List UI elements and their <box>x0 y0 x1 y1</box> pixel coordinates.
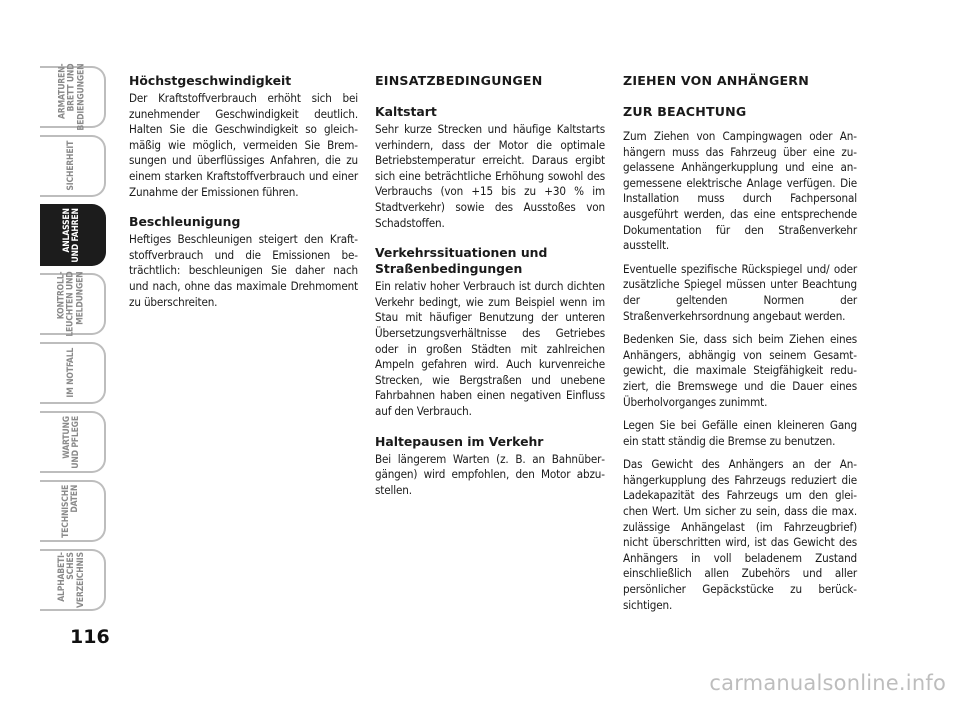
tab-technische-daten[interactable] <box>40 480 106 542</box>
tab-armaturenbrett[interactable] <box>40 63 106 131</box>
tab-kontrollleuchten[interactable] <box>40 273 106 335</box>
paragraph: Bedenken Sie, dass sich beim Ziehen eines Anhängers, abhängig von seinem Gesamtgewicht, die maximale Steigfähigkeit reduziert, die Bremswege und die Dauer eines Überholvorganges zunimmt. <box>623 332 857 409</box>
page-number: 116 <box>70 626 110 648</box>
paragraph: Legen Sie bei Gefälle einen kleineren Gang ein statt ständig die Bremse zu benutzen. <box>623 418 857 448</box>
tab-label: KONTROLL- LEUCHTEN UND MELDUNGEN <box>56 271 86 337</box>
column-1 <box>129 73 358 318</box>
paragraph: Ein relativ hoher Verbrauch ist durch dichten Verkehr bedingt, wie zum Beispiel wenn im Stau mit häufiger Benutzung der unteren Übersetzungsverhältnisse des Getriebes oder in großen Städten mit zahlreichen Ampeln gefahren wird. Auch kurvenreiche Strecken, wie Bergstraßen und unebene Fahrbahnen haben einen negativen Einfluss auf den Verbrauch. <box>375 279 605 418</box>
paragraph: Der Kraftstoffverbrauch erhöht sich bei zunehmender Geschwindigkeit deutlich. Halten Sie die Geschwindigkeit so gleichmäßig wie möglich, vermeiden Sie Bremsungen und überflüssiges Anfahren, die zu einem starken Kraftstoffverbrauch und einer Zunahme der Emissionen führen. <box>129 91 358 199</box>
paragraph: Zum Ziehen von Campingwagen oder Anhängern muss das Fahrzeug über eine zugelassene Anhängerkupplung und eine angemessene elektrische Anlage verfügen. Die Installation muss durch Fachpersonal ausgeführt werden, das eine entsprechende Dokumentation für den Straßenverkehr ausstellt. <box>623 129 857 253</box>
paragraph: Bei längerem Warten (z. B. an Bahnübergängen) wird empfohlen, den Motor abzustellen. <box>375 451 605 497</box>
paragraph: Eventuelle spezifische Rückspiegel und/ oder zusätzliche Spiegel müssen unter Beachtung der geltenden Normen der Straßenverkehrsordnung angebaut werden. <box>623 261 857 323</box>
tab-label: SICHERHEIT <box>66 141 77 191</box>
heading-beschleunigung: Beschleunigung <box>129 214 241 230</box>
paragraph: Sehr kurze Strecken und häufige Kaltstarts verhindern, dass der Motor die optimale Betriebstemperatur erreicht. Daraus ergibt sich eine beträchtliche Erhöhung sowohl des Verbrauchs (von +15 bis zu +30 % im Stadtverkehr) sowie des Ausstoßes von Schadstoffen. <box>375 122 605 230</box>
tab-im-notfall[interactable] <box>40 342 106 404</box>
paragraph: Das Gewicht des Anhängers an der Anhängerkupplung des Fahrzeugs reduziert die Ladekapazität des Fahrzeugs um den gleichen Wert. Um sicher zu sein, dass die max. zulässige Anhängelast (im Fahrzeugbrief) nicht überschritten wird, ist das Gewicht des Anhängers in voll beladenem Zustand einschließlich allen Zubehörs und aller persönlicher Gepäckstücke zu berücksichtigen. <box>623 457 857 612</box>
tab-label: WARTUNG UND PFLEGE <box>61 415 81 469</box>
tab-anlassen-und-fahren[interactable] <box>40 204 106 266</box>
tab-label: TECHNISCHE DATEN <box>61 484 81 538</box>
watermark: carmanualsonline.info <box>709 671 946 695</box>
section-subtitle-zur-beachtung: ZUR BEACHTUNG <box>623 104 747 119</box>
column-3 <box>623 73 857 621</box>
tab-label: ARMATUREN- BRETT UND BEDIENGUNGEN <box>56 63 86 131</box>
tab-wartung-und-pflege[interactable] <box>40 411 106 473</box>
heading-haltepausen: Haltepausen im Verkehr <box>375 433 544 449</box>
tab-alphabetisches-verzeichnis[interactable] <box>40 549 106 611</box>
tab-label: ALPHABETI- SCHES VERZEICHNIS <box>56 552 86 608</box>
tab-label: ANLASSEN UND FAHREN <box>61 207 81 263</box>
heading-kaltstart: Kaltstart <box>375 104 437 119</box>
tab-sicherheit[interactable] <box>40 135 106 197</box>
paragraph: Heftiges Beschleunigen steigert den Kraftstoffverbrauch und die Emissionen beträchtlich: beschleunigen Sie daher nach und nach, ohne das maximale Drehmoment zu überschreiten. <box>129 232 358 309</box>
column-2 <box>375 73 605 506</box>
heading-verkehrssituationen: Verkehrssituationen und Straßenbedingungen <box>375 245 548 277</box>
tab-label: IM NOTFALL <box>66 348 77 398</box>
heading-hoechstgeschwindigkeit: Höchstgeschwindigkeit <box>129 73 292 88</box>
section-title-ziehen-von-anhaengern: ZIEHEN VON ANHÄNGERN <box>623 73 809 88</box>
section-title-einsatzbedingungen: EINSATZBEDINGUNGEN <box>375 73 543 88</box>
